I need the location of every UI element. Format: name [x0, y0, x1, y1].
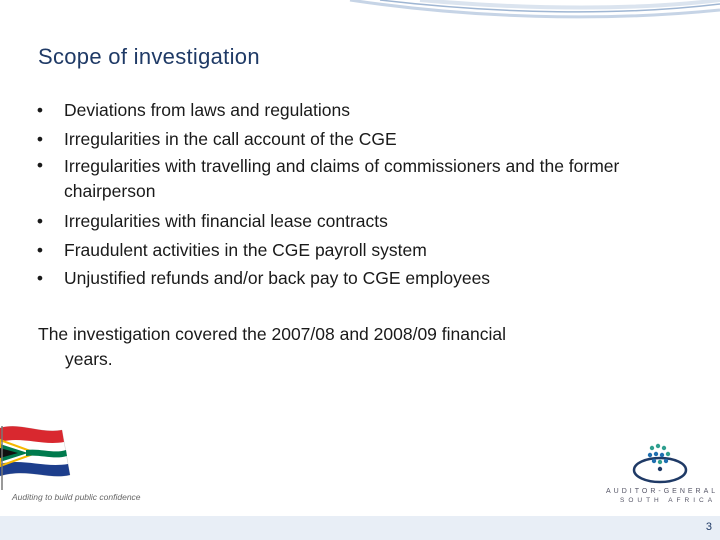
auditor-general-dots-logo	[630, 440, 690, 486]
bullet-item: • Irregularities with financial lease contracts	[30, 207, 630, 236]
bullet-list	[30, 96, 630, 293]
bullet-dot: •	[36, 100, 44, 120]
bullet-item: • Deviations from laws and regulations	[30, 96, 630, 125]
summary-line-1: The investigation covered the 2007/08 and 2008/09 financial	[38, 324, 506, 344]
south-africa-flag-icon	[0, 420, 75, 490]
logo-text-auditor-general: AUDITOR-GENERAL	[606, 488, 719, 495]
summary-paragraph	[38, 322, 598, 372]
bullet-dot: •	[36, 128, 44, 149]
bullet-dot: •	[36, 155, 44, 175]
footer-bar	[0, 516, 720, 540]
bullet-item: • Fraudulent activities in the CGE payroll system	[30, 236, 630, 265]
slide-title: Scope of investigation	[38, 44, 260, 69]
bullet-item: • Irregularities with travelling and claims of commissioners and the former chairperson	[30, 153, 630, 207]
page-number: 3	[705, 521, 712, 533]
tagline: Auditing to build public confidence	[12, 492, 141, 502]
bullet-dot: •	[36, 268, 44, 288]
bullet-item: • Unjustified refunds and/or back pay to CGE employees	[30, 264, 630, 293]
summary-line-2: years.	[65, 349, 113, 369]
logo-text-south-africa: SOUTH AFRICA	[620, 497, 717, 504]
bullet-item: • Irregularities in the call account of the CGE	[30, 125, 630, 154]
bullet-dot: •	[36, 239, 44, 260]
bullet-dot: •	[36, 211, 44, 231]
